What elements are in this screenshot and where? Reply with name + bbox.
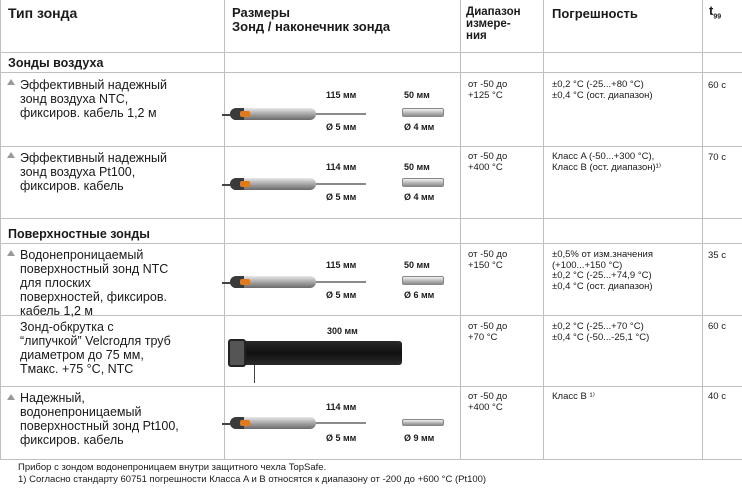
header-dimensions (232, 6, 390, 34)
row4-t99: 60 с (708, 321, 726, 332)
col-divider-1 (224, 0, 225, 460)
row2-tip-icon (402, 178, 444, 187)
row1-accuracy (552, 80, 653, 101)
table-header (0, 0, 742, 52)
row3-length: 115 мм (326, 260, 357, 270)
row4-name-line: Tмакс. +75 °C, NTC (20, 362, 134, 376)
table-border-left (0, 0, 1, 460)
row5-tip-icon (402, 419, 444, 426)
row1-range-line: от -50 до (468, 79, 508, 90)
row4-range-line: от -50 до (468, 321, 508, 332)
row-rule-4 (0, 386, 742, 387)
row2-bullet-icon (7, 152, 15, 158)
row2-range (468, 152, 507, 173)
row3-accuracy-line: ±0,2 °C (-25...+74,9 °C) (552, 270, 652, 281)
row2-probe-shaft (316, 183, 366, 185)
header-t99 (709, 4, 721, 25)
row1-t99: 60 с (708, 80, 726, 91)
row5-diameter: Ø 5 мм (326, 433, 357, 443)
row2-accuracy-line: Класс B (ост. диапазон)¹⁾ (552, 161, 662, 173)
row1-bullet-icon (7, 79, 15, 85)
row1-length: 115 мм (326, 90, 357, 100)
row1-name-line: фиксиров. кабель 1,2 м (20, 106, 157, 120)
header-range-line2: измере- (466, 18, 511, 30)
row1-name-line: зонд воздуха NTC, (20, 92, 129, 106)
row3-tip-length: 50 мм (404, 260, 430, 270)
row3-tip-diameter: Ø 6 мм (404, 290, 435, 300)
row5-accuracy-line: Класс B ¹⁾ (552, 391, 595, 402)
row1-accuracy-line: ±0,2 °C (-25...+80 °C) (552, 79, 644, 90)
header-t99-label: t (709, 3, 714, 18)
row3-accuracy-line: ±0,4 °C (ост. диапазон) (552, 280, 653, 292)
row1-tip-icon (402, 108, 444, 117)
row5-length: 114 мм (326, 402, 357, 412)
header-accuracy: Погрешность (552, 6, 638, 21)
col-divider-4 (702, 0, 703, 460)
row2-probe-handle-icon (230, 178, 316, 190)
row2-t99: 70 с (708, 152, 726, 163)
row3-probe-shaft (316, 281, 366, 283)
row5-probe-handle-icon (230, 417, 316, 429)
row1-accuracy-line: ±0,4 °C (ост. диапазон) (552, 89, 653, 101)
row3-accuracy-line: (+100...+150 °C) (552, 259, 623, 271)
row5-t99: 40 с (708, 391, 726, 402)
row2-range-line: +400 °C (468, 161, 503, 173)
row2-name-line: фиксиров. кабель (20, 179, 124, 193)
row2-diameter: Ø 5 мм (326, 192, 357, 202)
header-dimensions-line2: Зонд / наконечник зонда (232, 19, 391, 34)
row2-name-line: зонд воздуха Pt100, (20, 165, 136, 179)
row4-range-line: +70 °C (468, 331, 498, 343)
row5-range-line: +400 °C (468, 401, 503, 413)
row5-bullet-icon (7, 394, 15, 400)
section-air-probes: Зонды воздуха (8, 56, 104, 70)
row4-name-line: диаметром до 75 мм, (20, 348, 144, 362)
row5-name-line: водонепроницаемый (20, 405, 142, 419)
row3-bullet-icon (7, 250, 15, 256)
header-dimensions-line1: Размеры (232, 5, 290, 20)
row3-probe-handle-icon (230, 276, 316, 288)
row5-probe-shaft (316, 422, 366, 424)
row4-name-line: “липучкой” Velcroдля труб (20, 334, 171, 348)
row4-name (20, 320, 171, 376)
row4-strap-buckle-icon (228, 339, 246, 367)
row5-range-line: от -50 до (468, 391, 508, 402)
footnote-standard: 1) Согласно стандарту 60751 погрешности Класса A и B относятся к диапазону от -200 до +600 °C (Pt100) (18, 474, 487, 485)
row2-tip-diameter: Ø 4 мм (404, 192, 435, 202)
row1-probe-handle-icon (230, 108, 316, 120)
row1-diameter: Ø 5 мм (326, 122, 357, 132)
row-rule-air (0, 72, 742, 73)
row2-name (20, 151, 167, 193)
row2-tip-length: 50 мм (404, 162, 430, 172)
row3-name-line: поверхностей, фиксиров. (20, 290, 167, 304)
row4-cable (254, 365, 255, 383)
row1-tip-diameter: Ø 4 мм (404, 122, 435, 132)
col-divider-2 (460, 0, 461, 460)
row3-name-line: поверхностный зонд NTC (20, 262, 169, 276)
row3-name-line: кабель 1,2 м (20, 304, 93, 318)
row3-diameter: Ø 5 мм (326, 290, 357, 300)
header-range-line1: Диапазон (466, 6, 521, 18)
row4-name-line: Зонд-обкрутка с (20, 320, 114, 334)
row3-accuracy (552, 250, 653, 292)
row1-name (20, 78, 167, 120)
col-divider-3 (543, 0, 544, 460)
row2-range-line: от -50 до (468, 151, 508, 162)
header-probe-type: Тип зонда (8, 5, 78, 21)
row3-range-line: от -50 до (468, 249, 508, 260)
row3-t99: 35 с (708, 250, 726, 261)
row5-range (468, 392, 507, 413)
row2-accuracy-line: Класс A (-50...+300 °C), (552, 151, 655, 162)
header-rule (0, 52, 742, 53)
row1-range-line: +125 °C (468, 89, 503, 101)
row2-length: 114 мм (326, 162, 357, 172)
row5-name-line: Надежный, (20, 391, 85, 405)
row5-name-line: поверхностный зонд Pt100, (20, 419, 179, 433)
row4-velcro-strap-icon (234, 341, 402, 365)
row3-name (20, 248, 168, 318)
row3-range-line: +150 °C (468, 259, 503, 271)
row5-tip-diameter: Ø 9 мм (404, 433, 435, 443)
row3-tip-icon (402, 276, 444, 285)
row5-name-line: фиксиров. кабель (20, 433, 124, 447)
header-range-line3: ния (466, 30, 487, 42)
row3-name-line: для плоских (20, 276, 91, 290)
header-range (466, 6, 521, 42)
row5-accuracy (552, 392, 595, 403)
section-surface-probes: Поверхностные зонды (8, 227, 150, 241)
row1-probe-shaft (316, 113, 366, 115)
row4-accuracy-line: ±0,2 °C (-25...+70 °C) (552, 321, 644, 332)
row3-range (468, 250, 507, 271)
row1-tip-length: 50 мм (404, 90, 430, 100)
row-rule-5 (0, 459, 742, 460)
row1-range (468, 80, 507, 101)
row4-accuracy-line: ±0,4 °C (-50...-25,1 °C) (552, 331, 650, 343)
row2-accuracy (552, 152, 661, 173)
row-rule-1 (0, 146, 742, 147)
row3-name-line: Водонепроницаемый (20, 248, 144, 262)
row5-name (20, 391, 179, 447)
row4-length: 300 мм (327, 326, 358, 336)
row1-name-line: Эффективный надежный (20, 78, 167, 92)
row4-accuracy (552, 322, 649, 343)
row3-accuracy-line: ±0,5% от изм.значения (552, 249, 654, 260)
footnote-topsafe: Прибор с зондом водонепроницаем внутри защитного чехла TopSafe. (18, 462, 327, 473)
row4-range (468, 322, 507, 343)
header-t99-sub: 99 (713, 13, 722, 21)
row-rule-2 (0, 218, 742, 219)
row-rule-surface (0, 243, 742, 244)
row2-name-line: Эффективный надежный (20, 151, 167, 165)
